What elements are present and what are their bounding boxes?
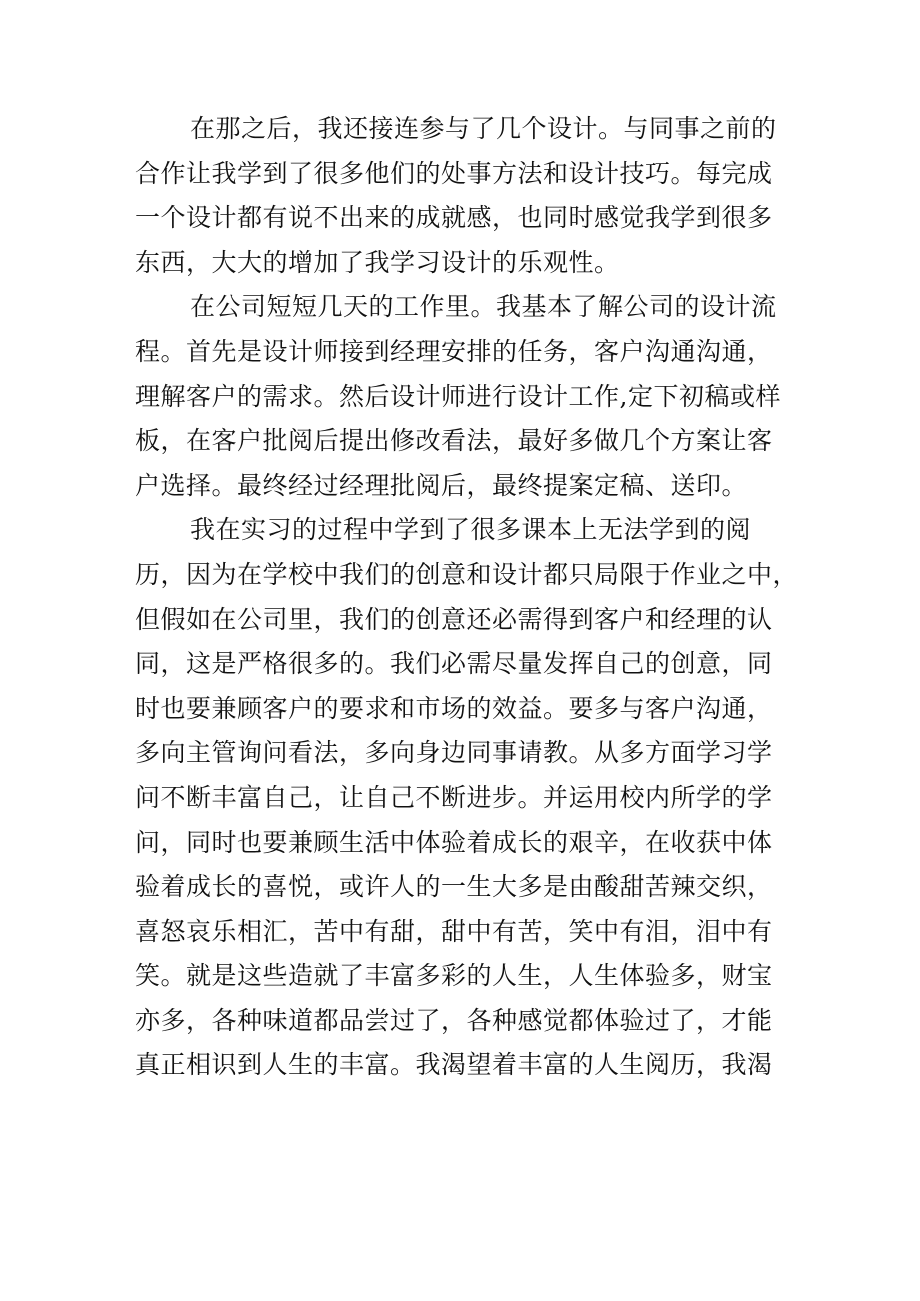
text-line: 问，同时也要兼顾生活中体验着成长的艰辛，在收获中体 [135,827,773,857]
text-line: 合作让我学到了很多他们的处事方法和设计技巧。每完成 [135,158,773,188]
body-text [135,107,799,1088]
text-line: 在公司短短几天的工作里。我基本了解公司的设计流 [190,292,777,322]
text-line: 多向主管询问看法，多向身边同事请教。从多方面学习学 [135,738,773,768]
text-line: 同，这是严格很多的。我们必需尽量发挥自己的创意，同 [135,649,773,679]
text-line: 喜怒哀乐相汇，苦中有甜，甜中有苦，笑中有泪，泪中有 [135,916,773,946]
text-line: 时也要兼顾客户的要求和市场的效益。要多与客户沟通， [135,693,773,723]
text-line: 在那之后，我还接连参与了几个设计。与同事之前的 [190,114,777,143]
text-line: 东西，大大的增加了我学习设计的乐观性。 [135,247,620,277]
text-line: 笑。就是这些造就了丰富多彩的人生，人生体验多，财宝 [135,961,773,991]
text-line: 户选择。最终经过经理批阅后，最终提案定稿、送印。 [135,470,748,500]
text-line: 亦多，各种味道都品尝过了，各种感觉都体验过了，才能 [135,1005,773,1035]
text-line: 历，因为在学校中我们的创意和设计都只局限于作业之中， [135,559,799,589]
text-line: 但假如在公司里，我们的创意还必需得到客户和经理的认 [135,604,773,634]
text-line: 一个设计都有说不出来的成就感，也同时感觉我学到很多 [135,203,773,233]
text-line: 验着成长的喜悦，或许人的一生大多是由酸甜苦辣交织， [135,872,773,902]
text-line: 问不断丰富自己，让自己不断进步。并运用校内所学的学 [135,782,773,812]
text-line: 程。首先是设计师接到经理安排的任务，客户沟通沟通， [135,336,773,366]
text-line: 板，在客户批阅后提出修改看法，最好多做几个方案让客 [135,426,773,456]
text-line: 我在实习的过程中学到了很多课本上无法学到的阅 [190,515,752,545]
text-line: 真正相识到人生的丰富。我渴望着丰富的人生阅历，我渴 [135,1050,773,1080]
text-line: 理解客户的需求。然后设计师进行设计工作,定下初稿或样 [135,381,781,411]
